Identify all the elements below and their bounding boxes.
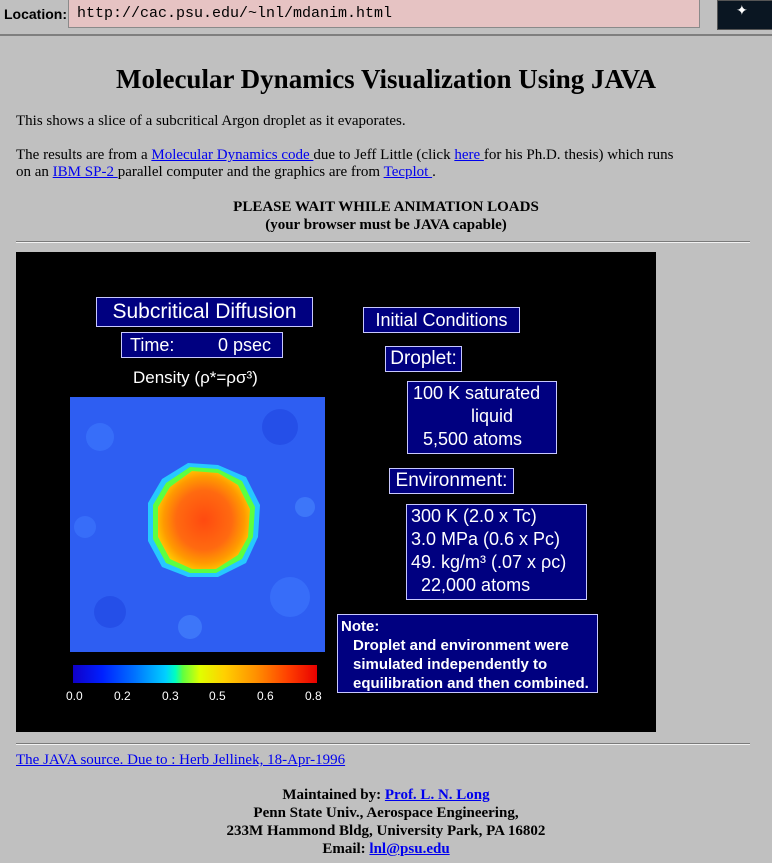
environment-header: Environment: [389,468,514,494]
location-label: Location: [4,6,67,22]
env-line-1: 300 K (2.0 x Tc) [411,506,537,526]
page-title: Molecular Dynamics Visualization Using JAVA [115,64,657,94]
time-value: 0 psec [218,335,272,355]
maintainer-line [0,787,772,804]
results-text-5: parallel computer and the graphics are from [117,164,384,180]
note-header: Note: [341,618,380,635]
colorbar-tick-4: 0.6 [257,689,274,703]
divider [16,241,750,243]
results-text-3: for his Ph.D. thesis) which runs [483,147,674,163]
divider-bottom [16,743,750,745]
throbber-icon: ✦ [736,3,748,19]
java-source-link[interactable]: The JAVA source. Due to : Herb Jellinek, 18-Apr-1996 [16,752,346,768]
email-link[interactable]: lnl@psu.edu [369,841,450,857]
affiliation: Penn State Univ., Aerospace Engineering, [253,805,519,821]
md-code-link[interactable]: Molecular Dynamics code [151,147,314,163]
colorbar-tick-0: 0.0 [66,689,83,703]
density-label: Density (ρ*=ρσ³) [133,368,258,387]
density-slice [70,397,325,652]
note-box [337,614,598,693]
address: 233M Hammond Bldg, University Park, PA 16802 [226,823,546,839]
ibm-sp2-link[interactable]: IBM SP-2 [52,164,118,180]
thesis-link[interactable]: here [454,147,484,163]
location-bar [0,0,772,36]
results-paragraph [16,147,756,181]
intro-text: This shows a slice of a subcritical Argon droplet as it evaporates. [16,113,406,129]
results-text-6: . [432,164,436,180]
droplet-line-2: liquid [471,406,514,426]
droplet-line-3: 5,500 atoms [423,429,523,449]
java-applet[interactable] [16,252,656,732]
tecplot-link[interactable]: Tecplot [383,164,433,180]
droplet-line-1: 100 K saturated [413,383,541,403]
url-field[interactable]: http://cac.psu.edu/~lnl/mdanim.html [68,0,700,28]
environment-details [406,504,587,600]
colorbar-tick-1: 0.2 [114,689,131,703]
droplet-details [407,381,557,454]
initial-conditions-box: Initial Conditions [363,307,520,333]
note-line-3: equilibration and then combined. [353,675,589,692]
maintainer-link[interactable]: Prof. L. N. Long [384,787,490,803]
maintained-by-label: Maintained by: [282,787,385,803]
droplet-header: Droplet: [385,346,462,372]
env-line-2: 3.0 MPa (0.6 x Pc) [411,529,561,549]
colorbar [73,665,317,683]
env-line-4: 22,000 atoms [421,575,531,595]
droplet-core [158,471,250,569]
results-text-4: on an [16,164,53,180]
java-notice: (your browser must be JAVA capable) [265,217,507,233]
note-line-1: Droplet and environment were [353,637,569,654]
browser-throbber[interactable] [717,0,772,30]
colorbar-tick-2: 0.3 [162,689,179,703]
java-source-para [16,752,345,769]
email-label: Email: [322,841,370,857]
note-line-2: simulated independently to [353,656,548,673]
time-box [121,332,283,358]
wait-notice: PLEASE WAIT WHILE ANIMATION LOADS [233,199,539,215]
results-text-2: due to Jeff Little (click [313,147,455,163]
email-line [0,841,772,858]
env-line-3: 49. kg/m³ (.07 x ρc) [411,552,567,572]
colorbar-tick-3: 0.5 [209,689,226,703]
applet-title: Subcritical Diffusion [96,297,313,327]
colorbar-tick-5: 0.8 [305,689,322,703]
density-heatmap [70,397,325,652]
results-text-1: The results are from a [16,147,152,163]
time-label: Time: [130,335,175,355]
